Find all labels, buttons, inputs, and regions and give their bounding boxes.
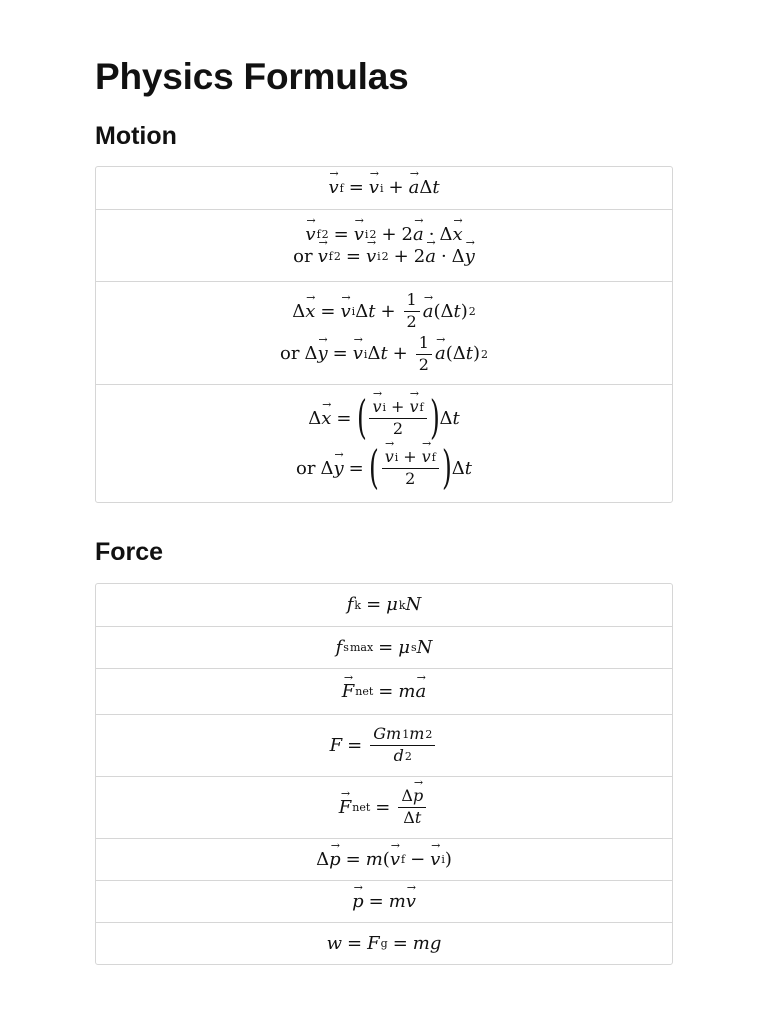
formula: w = F g = mg [326,932,442,954]
formula-row [96,714,672,776]
formula: F = Gm 1 m 2 d 2 [330,726,439,765]
formula: f s max = μ s N [335,636,433,658]
force-formula-table [95,583,673,965]
formula-row [96,281,672,384]
formula-row [96,922,672,964]
formula-row [96,384,672,502]
formula-row [96,776,672,838]
formula-row [96,167,672,209]
formula-row [96,584,672,626]
formula-row [96,626,672,668]
formula: → p = m → v [352,893,416,911]
formula-alternative: or → v f 2 = → v i 2 + 2 → a · Δ → y [293,248,475,266]
formula-row [96,838,672,880]
formula: Δ → x = ( → v i + → v f 2 ) Δ t [308,396,460,442]
formula-row [96,209,672,281]
formula-row [96,668,672,714]
formula: → v f 2 = → v i 2 + 2 → a · Δ → x [305,226,462,244]
formula: Δ → x = → v i Δ t + $\frac{1}{2}$ → a (Δ t ) 2 [292,292,476,331]
formula-alternative: or Δ → y = → v i Δ t + $\frac{1}{2}$ → a (Δ t ) 2 [280,335,488,374]
formula: f k = μ k N [346,594,422,615]
formula-row [96,880,672,922]
formula: → F net = m → a [342,683,426,701]
formula: → F net = Δ → p Δ t [339,788,429,827]
formula: Δ → p = m ( → v f − → v i ) [316,851,452,869]
formula-alternative: or Δ → y = ( → v i + → v f 2 ) Δ t [296,446,472,492]
motion-formula-table [95,166,673,503]
formula: → v f = → v i + → a Δ t [328,179,439,197]
page-title: Physics Formulas [95,56,409,97]
section-heading-motion: Motion [95,122,177,150]
section-heading-force: Force [95,538,164,566]
